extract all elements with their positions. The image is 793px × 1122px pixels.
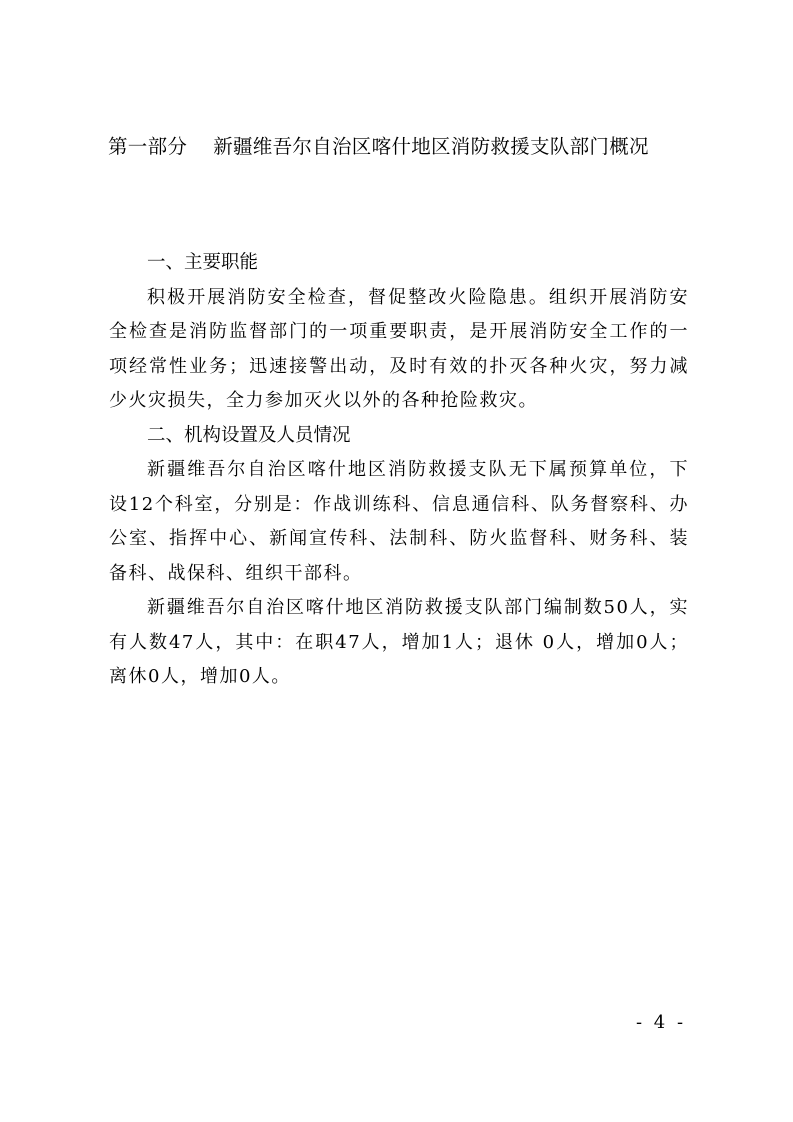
paragraph: 新疆维吾尔自治区喀什地区消防救援支队部门编制数50人，实有人数47人，其中：在职47人，增加1人；退休 0人，增加0人；离休0人，增加0人。: [109, 597, 689, 687]
page-number: - 4 -: [636, 1012, 687, 1033]
paragraph: 新疆维吾尔自治区喀什地区消防救援支队无下属预算单位，下设12个科室，分别是：作战训练科、信息通信科、队务督察科、办公室、指挥中心、新闻宣传科、法制科、防火监督科、财务科、装备科、战保科、组织干部科。: [109, 459, 689, 584]
document-body: [109, 246, 689, 695]
section-heading: 二、机构设置及人员情况: [147, 424, 351, 446]
page-title-part: 第一部分: [108, 135, 188, 158]
section-main-functions: [109, 246, 689, 419]
section-heading: 一、主要职能: [147, 252, 259, 273]
page-title: [108, 133, 748, 161]
page-title-text: 新疆维吾尔自治区喀什地区消防救援支队部门概况: [213, 135, 649, 158]
section-organization-staffing: [109, 419, 689, 695]
paragraph: 积极开展消防安全检查，督促整改火险隐患。组织开展消防安全检查是消防监督部门的一项重要职责，是开展消防安全工作的一项经常性业务；迅速接警出动，及时有效的扑灭各种火灾，努力减少火灾损失，全力参加灭火以外的各种抢险救灾。: [109, 286, 689, 411]
